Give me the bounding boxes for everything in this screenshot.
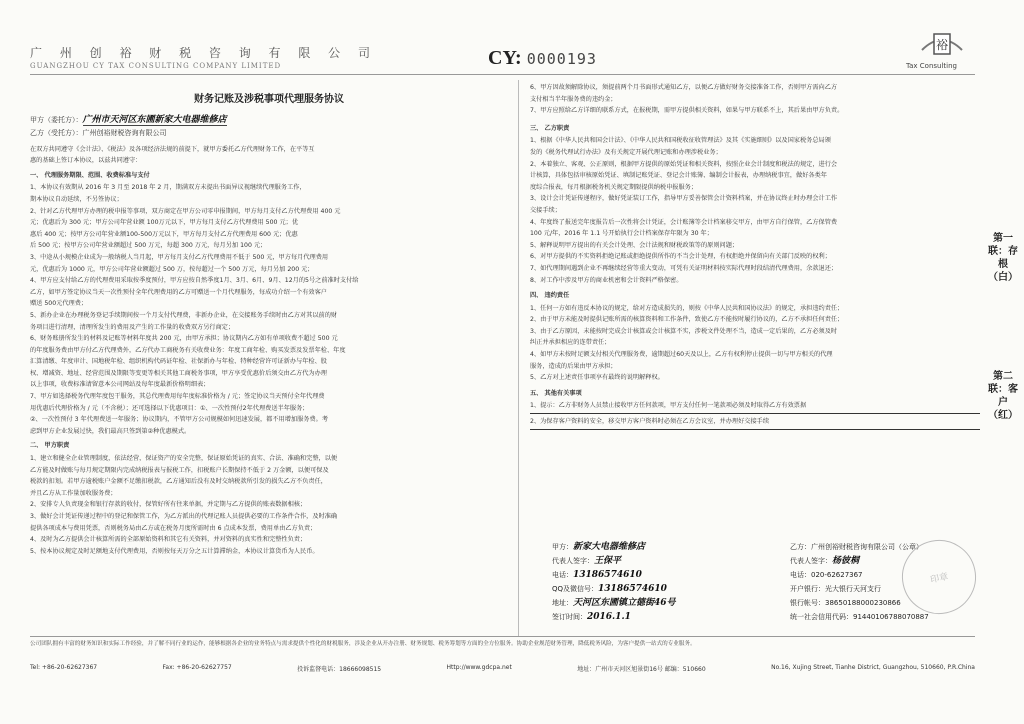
column-divider bbox=[518, 80, 519, 636]
clause-line: ②、一次性预付 3 年代理费送一年服务；协议期内，不管甲方公司规模如何迅速发展，都不用增加服务费。考 bbox=[30, 416, 329, 424]
clause-line: 4、年度终了报送完年度报告后一次性将会计凭证，会计账簿等会计档案移交甲方，由甲方自行保管，乙方保管费 bbox=[530, 218, 838, 226]
party-b-phone: 电话：020-62627367 bbox=[790, 571, 863, 579]
clause-line: 5、新办企业在办理税务登记手续期间按一个月支付代理费，非新办企业，在交接账务手续时由乙方对其以前的财 bbox=[30, 311, 338, 319]
footer-divider bbox=[30, 636, 975, 637]
footer-hotline: 投诉监督电话：18666098515 bbox=[297, 666, 382, 673]
clause-line: 发的《税务代理试行办法》及有关规定开展代理记账和办理涉税业务； bbox=[530, 148, 722, 156]
clause-line: 1、本协议有效期从 2016 年 3 月至 2018 年 2 月，期满双方未提出书面异议视继续代理服务工作， bbox=[30, 184, 306, 192]
party-a-signature-block: 甲方：新家大电器维修店 代表人签字：王保平 电话：13186574610 QQ及微信号：13186574610 地址：天河区东圃镇立德街46号 签订时间：2016.1.1 bbox=[552, 542, 676, 622]
clause-line: 4、及时为乙方提供会计核算所需的全部原始资料和其它有关资料，并对资料的真实性和完整性负责； bbox=[30, 536, 307, 544]
clause-line: 3、中途从小规模企业成为一般纳税人当月起，甲方每月支付乙方代理费用不低于 500 元，甲方每月代理费用 bbox=[30, 253, 329, 261]
party-b-account: 银行帐号：38650188000230866 bbox=[790, 599, 901, 607]
party-b-bank: 开户银行：光大银行天河支行 bbox=[790, 585, 881, 593]
clause-line: 3、设计会计凭证传递程序，做好凭证装订工作，指导甲方妥善保管会计资料档案，并在协议终止时办理会计工作 bbox=[530, 195, 838, 203]
party-b-name: 广州创裕财税咨询有限公司 bbox=[82, 128, 167, 137]
section-heading: 二、 甲方职责 bbox=[30, 442, 70, 450]
right-column bbox=[530, 82, 980, 432]
clause-line: 乙方，如甲方签定协议当天一次性预付全年代理费用的乙方可赠送一个月代理服务，每成功介绍一个有效客户 bbox=[30, 288, 327, 296]
clause-line: 权、增减资、地址、经营范围及期限等变更等相关其他工商税务事项，甲方享受优惠价后须交由乙方代为办理 bbox=[30, 369, 327, 377]
party-a-name: 广州市天河区东圃新家大电器维修店 bbox=[82, 114, 227, 125]
clause-line: 赠送 500元代理费； bbox=[30, 300, 88, 308]
footer-fax: Fax: +86-20-62627757 bbox=[162, 664, 232, 671]
footer-contact bbox=[30, 664, 975, 673]
clause-line: 乙方能及时做账与每月规定期限内完成纳税报表与报税工作，扣税账户长期保持不低于 2 万金额，以便可保及 bbox=[30, 466, 329, 474]
party-a-address: 天河区东圃镇立德街46号 bbox=[573, 598, 676, 608]
clause-line: 6、对甲方提供的不实资料拒绝记账或拒绝提供所作的不当会计处理，有权拒绝并保留向有关部门反映的权利； bbox=[530, 253, 831, 261]
party-a-phone: 13186574610 bbox=[573, 570, 642, 580]
clause-line: 以上事项，收费标准请留意本公司网站及每年度最新价格明细表； bbox=[30, 381, 210, 389]
clause-line: 5、乙方对上述责任事项享有最终的说明解释权。 bbox=[530, 374, 664, 382]
clause-line: 5、解释说明甲方提出的有关会计处理、会计法规和财税政策等的原则问题； bbox=[530, 241, 739, 249]
clause-line: 7、甲方如选择税务代理年度包干服务，其总代理费用每年度标准价格为 / 元；签定协议当天预付全年代理费 bbox=[30, 393, 325, 401]
clause-line: 提供各项成本与费用凭票，否则税务局由乙方或在税务月度所需时由 6 点成本发票，费用单由乙方负责； bbox=[30, 524, 317, 532]
party-a-signed-name: 新家大电器维修店 bbox=[573, 542, 646, 552]
clause-line: 2、由于甲方未能及时提供记账所需的核算资料和工作条件，致使乙方不能按时履行协议的，乙方不承担任何责任； bbox=[530, 316, 844, 324]
clause-line: 6、甲方因故须解除协议，须提前两个月书面形式通知乙方，以便乙方做好财务交接准备工作，否则甲方需向乙方 bbox=[530, 84, 838, 91]
clause-line: 汇算清缴、年度审计、国地税年检、组织机构代码证年检、社保新办与年检、特种经营许可证新办与年检、股 bbox=[30, 358, 327, 366]
party-b-credit-code: 统一社会信用代码：91440106788070887 bbox=[790, 613, 929, 621]
clause-line: 2、本着独立、客观、公正原则，根据甲方提供的原始凭证和相关资料，按照企业会计制度和税法的规定，进行会 bbox=[530, 160, 838, 168]
clause-line: 2、安排专人负责现金和银行存款的收付，保管好所有往来单据，并定期与乙方提供的账表数据相核； bbox=[30, 501, 307, 509]
party-a-representative: 王保平 bbox=[594, 556, 622, 566]
footer-notice: 公司团队拥有丰富的财务知识和实际工作经验，并了解不同行业的运作，能够根据各企业的业务特点与需求提供个性化的财税服务，涉及企业从开办注册、财务规划、税务筹划等方面的全方位服务。协助企业规范财务管理，降低税务风险，为客户提供一站式的专业服务。 bbox=[30, 641, 696, 647]
clause-line: 度综合报表，每月根据税务机关规定期限提供纳税申报服务； bbox=[530, 183, 698, 191]
sign-date: 2016.1.1 bbox=[587, 612, 631, 622]
clause-line: 后 500 元；按甲方公司年营业额超过 500 万元，每超 300 万元，每月另加 100 元； bbox=[30, 242, 267, 250]
clause-line: 100 元/年，2016 年 1.1 号开始执行会计档案保存年限为 30 年； bbox=[530, 230, 713, 238]
clause-line: 税款的扣划。若甲方逾税账户金额不足缴扣税款，乙方通知后没有及时交纳税款所引发的损失乙方不负责任， bbox=[30, 478, 327, 486]
logo-text: Tax Consulting bbox=[906, 62, 957, 70]
serial-number bbox=[488, 47, 597, 70]
left-column bbox=[30, 94, 508, 557]
copy-label-stub: 第一联：存根（白） bbox=[988, 233, 1018, 283]
clause-line: 虑到甲方企业发展过快，我们最高只签到第②种优惠模式。 bbox=[30, 427, 191, 435]
clause-line: 7、甲方应照给乙方详细的联系方式，在报税期，需甲方提供相关资料，如果与甲方联系不上，其后果由甲方负责。 bbox=[530, 107, 844, 115]
company-name-cn: 广 州 创 裕 财 税 咨 询 有 限 公 司 bbox=[30, 46, 377, 60]
clause-line: 3、由于乙方原因，未能按时完成会计核算或会计核算不实，涉税文件处理不当，造成一定后果的，乙方必须及时 bbox=[530, 327, 838, 335]
serial-value: 0000193 bbox=[526, 50, 597, 68]
notice-line: 2、为保存客户资料的安全，移交甲方客户资料时必须在乙方会议室，并办理好交接手续 bbox=[530, 416, 980, 430]
clause-line: 务项目进行清理，清理所发生的费用及产生的工作量的收费双方另行商定； bbox=[30, 323, 235, 331]
clause-line: 4、甲方应支付给乙方的代理费用采取按季度预付，甲方应按自然季度1月、3月、6月、9月、12月的5号之前准时支付给 bbox=[30, 277, 359, 285]
clause-line: 5、按本协议规定及时足额地支付代理费用，否则按每天万分之五计算滞纳金，本协议计算货币为人民币。 bbox=[30, 547, 319, 555]
party-b-signature-block: 乙方：广州创裕财税咨询有限公司（公章） 代表人签字：杨彼桐 电话：020-62627367 开户银行：光大银行天河支行 银行帐号：38650188000230866 统一社会信用代码：91440106788070887 bbox=[790, 540, 990, 624]
intro-text: 在双方共同遵守《会计法》、《税法》及各项经济法规的前提下，就甲方委托乙方代理财务工作，在平等互 bbox=[30, 145, 315, 153]
agreement-title: 财务记账及涉税事项代理服务协议 bbox=[194, 94, 344, 105]
cy-label: CY: bbox=[488, 47, 522, 69]
footer-tel: Tel: +86-20-62627367 bbox=[30, 664, 98, 671]
section-heading: 五、 其他有关事项 bbox=[530, 389, 582, 397]
clause-line: 并且乙方从工作量加收服务费； bbox=[30, 489, 117, 497]
company-name-en: GUANGZHOU CY TAX CONSULTING COMPANY LIMITED bbox=[30, 62, 282, 70]
clause-line: 3、做好会计凭证传递过程中的登记和保管工作，为乙方派出的代理记账人员提供必要的工作条件合作，及时准确 bbox=[30, 513, 338, 520]
footer-address: 地址：广州市天河区旭景街16号 邮编：510660 bbox=[577, 666, 706, 673]
party-b-label: 乙方：广州创裕财税咨询有限公司（公章） bbox=[790, 543, 923, 551]
clause-line: 1、任何一方如有违反本协议的规定，给对方造成损失的，则按《中华人民共和国协议法》的规定，承担违约责任； bbox=[530, 304, 844, 312]
company-logo-icon bbox=[916, 24, 968, 62]
clause-line: 1、根据《中华人民共和国会计法》、《中华人民共和国税收征收管理法》及其《实施细则》以及国家税务总局颁 bbox=[530, 137, 831, 145]
clause-line: 交接手续； bbox=[530, 206, 561, 214]
clause-line: 纠正并承担相应的连带责任； bbox=[530, 339, 611, 347]
notice-line: 1、提示：乙方非财务人员禁止接收甲方任何款项，甲方支付任何一笔款项必须及时取得乙方有效票据 bbox=[530, 400, 980, 414]
clause-line: 服务，造成的后果由甲方承担； bbox=[530, 362, 617, 370]
intro-text: 惠的基础上签订本协议，以兹共同遵守： bbox=[30, 157, 142, 165]
clause-line: 计核算，具体包括审核原始凭证、填制记账凭证、登记会计账簿、编制会计报表，办理纳税事宜，做好各类年 bbox=[530, 172, 827, 180]
clause-line: 惠后 400 元；按甲方公司年营业额100-500万元以下，甲方每月支付乙方代理费用 600 元；优惠 bbox=[30, 230, 298, 238]
party-a-row: 甲方（委托方）：广州市天河区东圃新家大电器维修店 bbox=[30, 114, 227, 125]
clause-line: 7、如代理期间遇到企业不再继续经营等重大变动，可凭有关证明材料按实际代理时段结清代理费用，余款退还； bbox=[530, 264, 838, 272]
copy-label-client: 第二联：客户（红） bbox=[988, 371, 1018, 421]
clause-line: 元；优惠后为 300 元；甲方公司年营业额 100万元以下，甲方每月支付乙方代理费用 500 元；优 bbox=[30, 219, 299, 227]
clause-line: 6、财务账册所发生的材料及记账等材料年度共 200 元，由甲方承担；协议期内乙方如有单项收费不超过 500 元 bbox=[30, 335, 338, 343]
header-divider bbox=[30, 74, 975, 75]
clause-line: 期本协议自动延续，不另签协议； bbox=[30, 195, 123, 203]
party-b-row: 乙方（受托方）：广州创裕财税咨询有限公司 bbox=[30, 128, 167, 137]
clause-line: 8、对工作中涉及甲方的商业机密和会计资料严格保密。 bbox=[530, 276, 683, 284]
footer-address-en: No.16, Xujing Street, Tianhe District, Guangzhou, 510660, P.R.China bbox=[771, 664, 975, 671]
section-heading: 四、 违约责任 bbox=[530, 292, 570, 300]
section-heading: 一、 代理服务期限、范围、收费标准与支付 bbox=[30, 171, 150, 179]
clause-line: 1、建立和健全企业管理制度，依法经营，保证资产的安全完整，保证原始凭证的真实、合法、准确和完整，以便 bbox=[30, 455, 338, 463]
logo-char: 裕 bbox=[935, 38, 949, 52]
clause-line: 的年度服务费由甲方付乙方代理费外，乙方代办工商税务有关收费业务：年度工商年检、购买发票及发票年检、年度 bbox=[30, 346, 346, 354]
party-b-representative: 杨彼桐 bbox=[832, 556, 860, 566]
clause-line: 2、针对乙方代理甲方办理的税申报等事项，双方商定在甲方公司零申报期间，甲方每月支付乙方代理费用 400 元 bbox=[30, 207, 341, 215]
clause-line: 4、如甲方未按时足额支付相关代理服务费，逾期超过60天及以上，乙方有权利停止提供一切与甲方相关的代理 bbox=[530, 351, 833, 359]
clause-line: 用优惠后代理价格为 / 元（不含税）；还可选择以下优惠项目：①、一次性预付2年代理费送半年服务； bbox=[30, 404, 309, 412]
party-a-qq: 13186574610 bbox=[598, 584, 667, 594]
section-heading: 三、 乙方职责 bbox=[530, 124, 570, 132]
clause-line: 支付相当半年服务费的违约金； bbox=[530, 95, 617, 103]
footer-web: Http://www.gdcpa.net bbox=[446, 664, 512, 671]
clause-line: 元，优惠后为 1000 元，甲方公司年营业额超过 500 万，按每超过一个 500 万元，每月另加 200 元； bbox=[30, 265, 314, 273]
company-seal-icon: 印章 bbox=[895, 533, 983, 621]
